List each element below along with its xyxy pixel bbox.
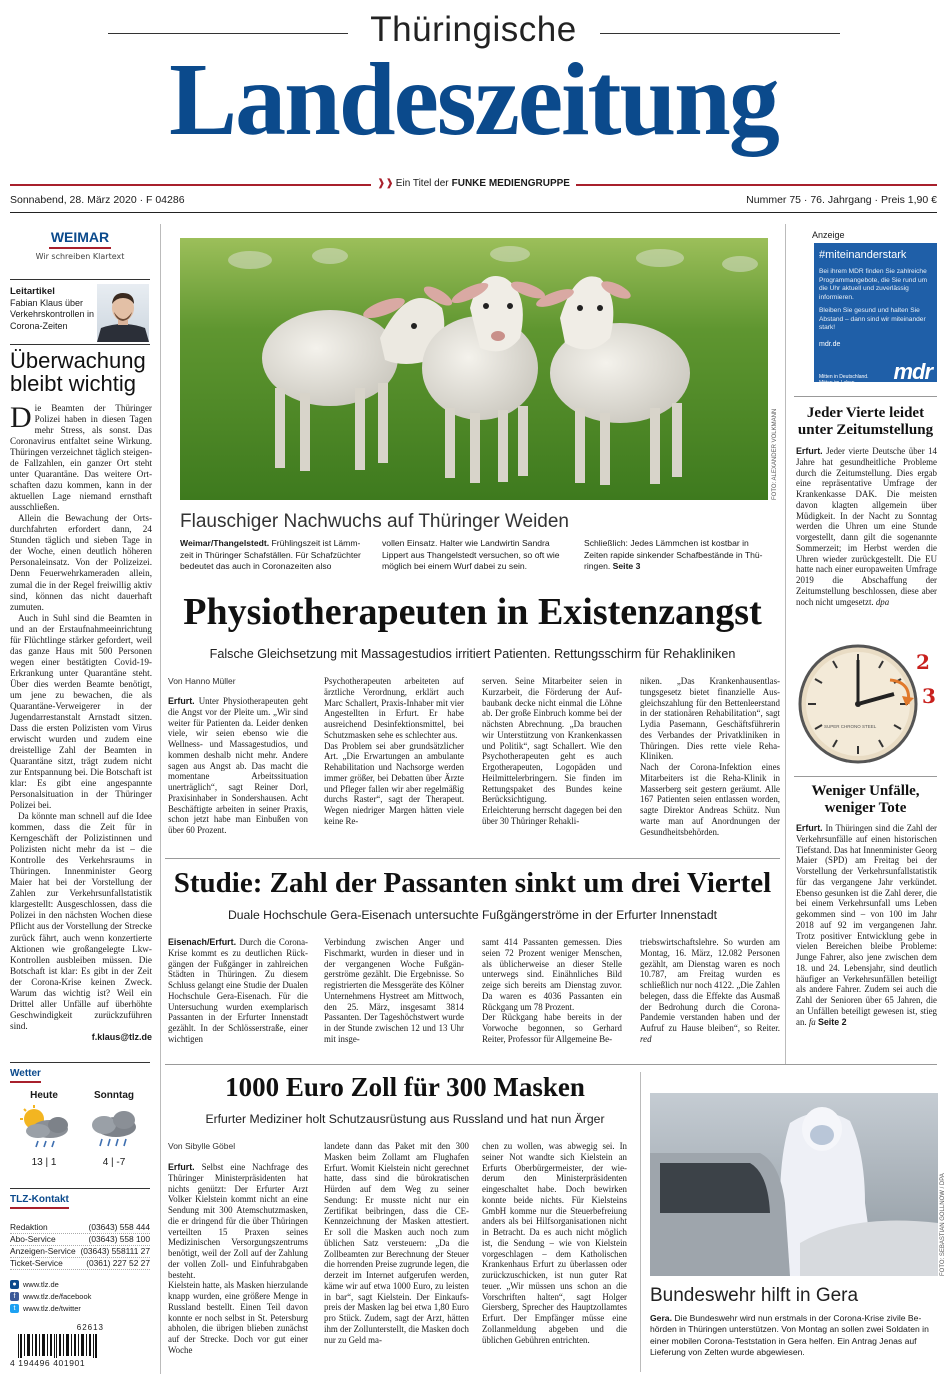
article2-col3: samt 414 Passanten gemessen. Dies seien 72 Prozent weniger Menschen, als üblicherweise an dieser Stelle unterwegs sind. Einähnliches Bild zeige sich bereits am Dienstag zuvor. Da waren es 4036 Passanten ein Rückgang um 78 Prozent. Der Rückgang habe bereits in der Vorwoche begonnen, so Gerhard Reiter, Professor für Allgemeine Be- [482, 937, 622, 1044]
clock-label: SUPER CHRONO STEEL [824, 724, 877, 729]
sidebar-rule [10, 344, 150, 345]
dateline-left: Sonnabend, 28. März 2020 · F 04286 [10, 194, 185, 206]
city-tag [10, 229, 150, 262]
photo-credit: FOTO: ALEXANDER VOLKMANN [772, 408, 778, 500]
barcode-number: 4 194496 401901 [10, 1358, 86, 1369]
publisher-arrow-icon: ❱❱ [377, 178, 394, 189]
weather-sunday [80, 1090, 148, 1170]
article3-col2: landete dann das Paket mit den 300 Masken beim Zollamt am Flughafen Erfurt. Womit Kielstein nicht gerechnet hatte, dass sind die bürokratischen Hürden auf dem Weg zu seiner Sendung: Er musste nicht nur ein Zertifikat beibringen, dass die CE-Kennzeichnung der Masken attestiert. Er soll die Masken auch noch zum üblichen Satz versteuern: „Da die Zollbeamten zur Berechnung der Steuer die horrenden Preise zugrunde legen, die derzeit im Internet aufgerufen werden, käme wir auf etwa 1000 Euro, zu leisten in bar“, sagt Kielstein. Der Einkaufspreis der Masken lag bei etwa 1,80 Euro pro Stück. Zudem, sagt der Arzt, hätten ihm der Zollunterstellt, die Masken doch nur zu Geld ma- [324, 1141, 469, 1345]
social-facebook[interactable]: f www.tlz.de/facebook [10, 1292, 91, 1302]
story2-headline: Weniger Unfälle, weniger Tote [811, 783, 920, 816]
rightcol-divider [785, 224, 786, 1064]
article1-col2: Psychotherapeuten arbeiteten auf ärztliche Verordnung, erklärt auch Marc Schallert, Praxis-Inhaber mit vier Angestellten in Erfurt. Er habe ausreichend Desinfektionsmittel, bei Schutzmasken sehe es schlechter aus. Das Problem sei aber grundsätzlicher Art. „Die Erwartungen an ambulante Rehabilitation und Nachsorge werden immer größer, bei Debatten über Ärzte und Pfleger fallen wir aber regelmäßig durchs Raster“, sagt der Therapeut. Wegen niedriger Margen hätten viele keine Re- [324, 676, 464, 826]
lead-photo-lambs [180, 238, 768, 500]
gera-photo-credit: FOTO: SEBASTIAN GOLLNOW / DPA [940, 1173, 946, 1276]
city-name: WEIMAR [49, 229, 111, 249]
clock-num-from: 2 [916, 650, 930, 674]
story1-body: Erfurt. Jeder vierte Deutsche über 14 Jahre hat gesundheitliche Probleme durch die Zeitumstellung. Dies ergab eine repräsentative Umfrage der Krankenkasse DAK. Die meisten davon klagten allgemein über Müdigkeit. In der Nacht zu Sonntag werden die Uhren um eine Stunde vorgestellt, dann gilt die sogenannte Sommerzeit; im Herbst werden die Uhren wieder zurückgestellt. Die EU hatte nach einer europaweiten Umfrage 2019 die Abschaffung der Zeitumstellung beschlossen, diese aber noch nicht umgesetzt. dpa [796, 446, 937, 607]
dropcap: D [10, 401, 32, 434]
photo-caption-title: Flauschiger Nachwuchs auf Thüringer Weiden [180, 511, 569, 532]
barcode [10, 1323, 104, 1369]
article1-col4: niken. „Das Krankenhausentlastungsgesetz bietet finanzielle Ausgleichszahlung für den Bettenleerstand in der stationären Rehabilitation“, sagt Lydia Pasemann, Geschäftsführerin des Verbandes der Privatkliniken in Thüringen. Dies rette viele Reha-Kliniken. Nach der Corona-Infektion eines Mitarbeiters ist die Reha-Klinik in Masserberg seit gestern geräumt. Alle 167 Patienten seien entlassen worden, sagte Direktor Andreas Schütz. Nun warte man auf Anordnungen der Gesundheitsbehörden. [640, 676, 780, 837]
weather-label: Wetter [10, 1068, 41, 1083]
article1-headline: Physiotherapeuten in Existenzangst [183, 591, 762, 633]
top-rule [10, 212, 937, 213]
divider [794, 396, 937, 397]
social-twitter[interactable]: t www.tlz.de/twitter [10, 1304, 81, 1314]
divider [794, 776, 937, 777]
sidebar-rule [10, 1188, 150, 1189]
contact-row: Anzeigen-Service (03643) 558111 27 [10, 1246, 150, 1256]
gera-divider [640, 1072, 641, 1372]
author-portrait [97, 284, 149, 342]
ad-label: Anzeige [812, 230, 845, 240]
leitartikel-desc: Fabian Klaus über Verkehrskontrollen in Corona-Zeiten [10, 298, 95, 331]
article2-col4: triebswirtschaftslehre. So wurden am Montag, 16. März, 12.082 Personen gezählt, am Dienstag waren es noch 10.787, am Freitag wurden es schließlich nur noch 4122. „Die Zahlen belegen, dass die Effekte das Ausmaß der Bedrohung durch die Corona-Pandemie verstanden haben und der Aufruf zu Hause bleiben“, so Reiter. red [640, 937, 780, 1044]
leitartikel-body: D ie Beamten der Thüringer Polizei haben in diesen Tagen mehr Stress, als sonst. Das Coronavirus entfaltet seine Wirkung. Thüringen verzeichnet täglich steigende Fallzahlen, ein ganzer Ort steht unter Quarantäne. Das weitere Ortschaften dazu kommen, kann in der aktuellen Lage niemand ernsthaft ausschließen. Allein die Bewachung der Ortsdurchfahrten erfordert dann, 24 Stunden täglich und sieben Tage in der Woche, einen deutlich höheren Personaleinsatz. Von der Polizeizei. Denn Feuerwehrkameraden allein, zumal die in der Regel freiwillig aktiv sind, können das nicht dauerhaft zumuten. Auch in Suhl sind die Beamten in und an der Erstaufnahmeeinrichtung für Flüchtlinge stärker gefordert, weil das ganze Haus mit 500 Personen wegen einer bestätigten Covid-19-Erkrankung unter Quarantäne steht. Über dies werden Beamte benötigt, um jene zu bewachen, die als Quarantäne-Verweigerer in der Jugendarrestanstalt Arnstadt sitzen. Dass die ersten Polizisten vom Virus erwischt wurden und zudem eine dreistellige Zahl der Beamten in Quarantäne sitzt, trägt zudem nicht zur Entspannung bei. Die Botschaft ist klar: Es gibt eine angespannte Personalsituation in der Thüringer Polizei bei. Da könnte man schnell auf die Idee kommen, dass die Zeit für in Kerngeschäft der Polizistinnen und Polizisten nicht mehr da ist – die Kontrolle des Verkehrsraums in Thüringen. Innenminister Georg Maier hat bei der Vorstellung der Zahlen zur Verkehrsunfallstatistik klargestellt: Ausgeschlossen, dass die Polizei in den nächsten Wochen diese Pflicht aus der Vorstellung der Strecke zurück fährt, auch wenn konzertierte Aktionen wie großangelegte Lkw-Kontrollen ausbleiben müssen. Die Botschaft ist klar: Es gibt in der Zeit der Corona-Krise keinen Zweck. Warum das wichtig ist? Weil ein Drittel aller Unfälle auf überhöhte Geschwindigkeit zurückzuführen sind. f.klaus@tlz.de [10, 401, 152, 1042]
social-web[interactable]: ● www.tlz.de [10, 1280, 59, 1290]
rain-sun-icon [14, 1105, 74, 1153]
contact-row: Ticket-Service (0361) 227 52 27 [10, 1258, 150, 1268]
article3-headline: 1000 Euro Zoll für 300 Masken [225, 1072, 585, 1102]
globe-icon: ● [10, 1280, 19, 1289]
mdr-advertisement[interactable]: #miteinanderstark Bei ihrem MDR finden Sie zahlreiche Programmangebote, die Sie rund um die Uhr aktuell und zuverlässig informieren. Bleiben Sie gesund und halten Sie Abstand – dann sind wir miteinander stark! mdr.de Mitten in Deutschland. Mitten im Leben. mdr [814, 243, 937, 382]
weather-today [10, 1090, 78, 1170]
article1-subhead: Falsche Gleichsetzung mit Massagestudios irritiert Patienten. Rettungsschirm für Rehakliniken [209, 647, 736, 661]
article2-col1: Eisenach/Erfurt. Durch die Corona-Krise kommt es zu deutlichen Rückgängen der Fußgänger in zahlreichen Städten in Thüringen. Zu diesem Schluss gelangt eine Studie der Dualen Hochschule Gera-Eisenach. Für die Untersuchung wurden exemplarisch Passanten in der Erfurter Innenstadt gezählt. In der Schlösserstraße, einer wichtigen [168, 937, 308, 1044]
page-ref-link[interactable]: Seite 2 [817, 1016, 847, 1027]
article1-byline: Von Hanno Müller [168, 676, 236, 686]
sidebar-rule [10, 279, 150, 280]
author-email[interactable]: f.klaus@tlz.de [91, 1031, 152, 1042]
sidebar-divider [160, 224, 161, 1374]
twitter-icon: t [10, 1304, 19, 1313]
gera-headline: Bundeswehr hilft in Gera [650, 1285, 859, 1306]
article1-col1: Erfurt. Unter Physiotherapeuten geht die Angst vor der Pleite um. „Wir sind weiter für Patienten da. Leider denken viele, wir seien ebenso wie die Wellness- und Massagestudios, und kommen deshalb nicht mehr. Andere sagen aus Angst ab. Das macht die momentane Arbeitssituation unerträglich“, sagt Reiner Dorl, Praxisinhaber in Sondershausen. Acht Beschäftigte arbeiten in seiner Praxis, schon jetzt habe man Einbußen von über 60 Prozent. [168, 696, 308, 836]
gera-body: Gera. Die Bundeswehr wird nun erstmals in der Corona-Krise zivile Behörden in Thüringen unterstützen. Von Montag an sollen zwei Soldaten in einer mobilen Corona-Teststation in Gera helfen. Ein Antrag Jenas auf Lieferung von Zelten wurde abgewiesen. [650, 1313, 929, 1358]
article3-byline: Von Sibylle Göbel [168, 1141, 236, 1151]
article1-col3: serven. Seine Mitarbeiter seien in Kurzarbeit, die Förderung der Aufbaubank decke nicht einmal die Löhne ab. Der große Einbruch komme bei der nächsten Abrechnung. „Da brauchen wir Unterstützung von Krankenkassen und Politik“, sagt Schallert. Wie den Psychotherapeuten geht es auch Ergotherapeuten, Logopäden und Heilmittelerbringern. Sie finden im Rettungspaket des Bundes keine Berücksichtigung. Erleichterung herrscht dagegen bei den über 30 Thüringer Rehakli- [482, 676, 622, 826]
article2-headline: Studie: Zahl der Passanten sinkt um drei Viertel [173, 867, 772, 899]
story1-headline: Jeder Vierte leidet unter Zeitumstellung [797, 405, 934, 438]
weather-temps: 4 | -7 [102, 1157, 126, 1169]
photo-caption-col2: vollen Einsatz. Halter wie Landwirtin Sandra Lippert aus Thangelstedt versuchen, so oft wie möglich bei einem Wurf dabei zu sein. [382, 538, 560, 572]
rain-cloud-icon [84, 1105, 144, 1153]
clock-num-to: 3 [922, 684, 936, 708]
photo-caption-col3: Schließlich: Jedes Lämmchen ist kostbar in Zeiten rapide sinkender Schafbestände in Thüringen. Seite 3 [584, 538, 763, 572]
divider [165, 858, 780, 859]
weather-day: Sonntag [94, 1090, 134, 1101]
ad-hashtag: #miteinanderstark [819, 249, 907, 261]
contact-row: Redaktion (03643) 558 444 [10, 1222, 150, 1232]
masthead-title: Landeszeitung [169, 42, 778, 157]
article2-subhead: Duale Hochschule Gera-Eisenach untersuchte Fußgängerströme in der Erfurter Innenstadt [227, 908, 718, 922]
barcode-bars [10, 1334, 104, 1358]
gera-photo [650, 1093, 938, 1276]
weather-temps: 13 | 1 [31, 1157, 57, 1169]
article2-col2: Verbindung zwischen Anger und Fischmarkt, wurden in dieser und in der vergangenen Woche Fußgängerströme gezählt. Die Ergebnisse. So registrierten die Messgeräte des Kölner Unternehmens Hystreet am Mittwoch, den 25. März, insgesamt 3814 Passanten. Der Tageshöchstwert wurde in der Stunde zwischen 12 und 13 Uhr mit insge- [324, 937, 464, 1044]
article3-subhead: Erfurter Mediziner holt Schutzausrüstung aus Russland und hat nun Ärger [205, 1112, 605, 1126]
contact-row: Abo-Service (03643) 558 100 [10, 1234, 150, 1244]
contact-label: TLZ-Kontakt [10, 1194, 69, 1209]
publisher-line: ❱❱ Ein Titel der FUNKE MEDIENGRUPPE [0, 178, 947, 191]
leitartikel-headline: Überwachung bleibt wichtig [10, 348, 146, 397]
sidebar-rule [10, 1062, 150, 1063]
leitartikel-label: Leitartikel [10, 286, 55, 297]
mdr-logo: mdr [893, 358, 932, 384]
masthead-top: Thüringische [370, 10, 577, 49]
clock-image [794, 640, 937, 770]
article3-col3: chen zu wollen, was abwegig sei. In seiner Not wandte sich Kielstein an Erfurts Oberbürgermeister, der wiederum den Ministerpräsidenten eingeschaltet habe. Doch bewirken konnte beide nichts. Für Kielsteins GmbH komme nur die Steuerbefreiung anders als bei Hilfsorganisationen nicht in Betracht. Da es auch nicht möglich ist, die Sendung – wie von Kielstein vorgeschlagen – dem Katholischen Krankenhaus Erfurt zu überlassen oder zurückzuschicken, ist nun guter Rat teuer. „Wir müssen uns schon an die Vorschriften halten“, sagt Holger Giersberg, Sprecher des Hauptzollamtes Erfurt. Der Empfänger müsse eine Zollanmeldung abgeben und die üblichen Gebühren entrichten. [482, 1141, 627, 1345]
photo-caption-col1: Weimar/Thangelstedt. Frühlingszeit ist Lämmzeit in Thüringer Schafställen. Für Schafzüchter bedeutet das auch in Coronazeiten also [180, 538, 361, 572]
weather-day: Heute [30, 1090, 58, 1101]
story2-body: Erfurt. In Thüringen sind die Zahl der Verkehrsunfälle auf einen historischen Tiefstand. Das hat Innenminister Georg Maier (SPD) am Freitag bei der Vorstellung der Verkehrsunfallstatistik für das vergangene Jahr verkündet. Ebenso gesunken ist die Zahl derer, die bei einem Verkehrsunfall ums Leben gekommen sind – von 100 im Jahr 2018 auf 92 im vergangenen Jahr. Trotz positiver Entwicklung gebe in vielen Bereichen bleibe Probleme: Junge Fahrer, also jene zwischen dem 18. und 24. Lebensjahr, sind deutlich häufiger an Verkehrsunfällen beteiligt als andere Fahrer. Zudem sei auch die Zahl der Senioren über 65 Jahren, die an Unfällen beteiligt gewesen ist, stieg an. fa Seite 2 [796, 823, 937, 1027]
city-slogan: Wir schreiben Klartext [35, 251, 125, 261]
barcode-issue: 62613 [76, 1323, 104, 1332]
page-ref-link[interactable]: Seite 3 [612, 561, 641, 572]
dateline-right: Nummer 75 · 76. Jahrgang · Preis 1,90 € [746, 194, 937, 206]
divider [165, 1064, 937, 1065]
article3-col1: Erfurt. Selbst eine Nachfrage des Thüringer Ministerpräsidenten hat nichts genützt: Der Erfurter Arzt Volker Kielstein kommt nicht an eine Sendung mit 300 Atemschutzmasken, die er dringend für die über Thüringen verteilten 15 Praxen seines Medizinischen Versorgungszentrums benötigt, weil der Zoll auf der Zahlung der vollen Zoll- und Einfuhrabgaben besteht. Kielstein hatte, als Masken hierzulande knapp wurden, eine größere Menge in Russland bestellt. Einen Teil davon konnte er noch selbst in St. Petersburg abholen, die übrigen blieben zunächst auf der Strecke. Doch vor gut einer Woche [168, 1162, 308, 1356]
facebook-icon: f [10, 1292, 19, 1301]
